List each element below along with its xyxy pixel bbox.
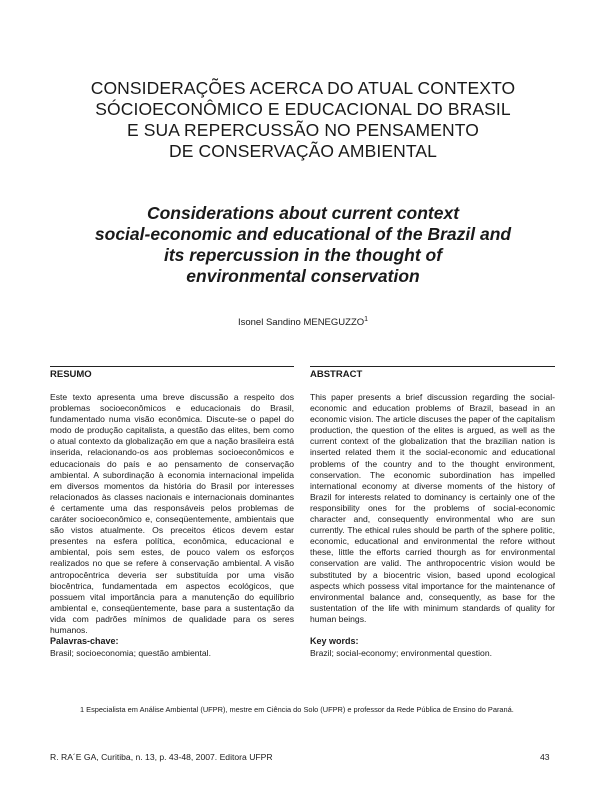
abstract-divider: [310, 366, 555, 367]
abstract-keywords-label: Key words:: [310, 636, 359, 646]
resumo-divider: [50, 366, 294, 367]
abstract-keywords: Brazil; social-economy; environmental question.: [310, 648, 492, 658]
author-name: Isonel Sandino MENEGUZZO: [237, 317, 365, 329]
title-pt-line: SÓCIOECONÔMICO E EDUCACIONAL DO BRASIL: [95, 99, 511, 119]
page-number: 43: [540, 752, 550, 762]
title-en-line: its repercussion in the thought of: [163, 245, 443, 265]
title-pt-line: DE CONSERVAÇÃO AMBIENTAL: [169, 141, 437, 161]
resumo-keywords-label: Palavras-chave:: [50, 636, 119, 646]
title-pt-line: CONSIDERAÇÕES ACERCA DO ATUAL CONTEXTO: [90, 78, 516, 98]
author-line: [0, 316, 606, 328]
title-en-line: social-economic and educational of the Brazil and: [94, 224, 512, 244]
footnote: 1 Especialista em Análise Ambiental (UFPR), mestre em Ciência do Solo (UFPR) e professor da Rede Pública de Ensino do Paraná.: [80, 705, 514, 714]
resumo-heading: RESUMO: [50, 369, 92, 380]
journal-citation: R. RA´E GA, Curitiba, n. 13, p. 43-48, 2007. Editora UFPR: [50, 752, 273, 762]
resumo-text: Este texto apresenta uma breve discussão a respeito dos problemas socioeconômicos e educacionais do Brasil, fundamentado numa visão econômica. Discute-se o papel do modo de produção capitalista, a questão das elites, bem como o atual contexto da globalização em que a nação brasileira está inserida, relacionando-os aos problemas socioeconômicos e educacionais do país e ao pensamento de conservação ambiental. A subordinação à economia internacional impelida em diversos momentos da história do Brasil por interesses relacionados às classes nacionais e internacionais dominantes é certamente uma das responsáveis pelos problemas de caráter socioeconômico e, conseqüentemente, ambientais que são vistos atualmente. Os preceitos éticos devem estar presentes na esfera política, econômica, educacional e ambiental, pois sem estes, de pouco valem os esforços realizados no que se refere à conservação ambiental. A visão antropocêntrica deveria ser substituída por uma visão biocêntrica, fundamentada em aspectos ecológicos, que possuem vital importância para a manutenção do equilíbrio ambiental e, conseqüentemente, base para a sustentação da vida com padrões mínimos de qualidade para os seres humanos.: [50, 392, 294, 635]
resumo-keywords: Brasil; socioeconomia; questão ambiental.: [50, 648, 211, 658]
title-en-line: environmental conservation: [186, 266, 420, 286]
title-english: [60, 203, 546, 287]
abstract-text: This paper presents a brief discussion regarding the social-economic and education problems of Brazil, basead in an economic vision. The article discuses the paper of the capitalism production, the question of the elites is argued, as well as the current context of the globalization that the brazilian nation is inserted related them it the social-economic and educational problems of the country and to the thought environment, conservation. The economic subordination has impelled international economy at diverse moments of the history of Brazil for interests related to dominancy is certainly one of the responsibility ones for the problems of social-economic character and, consequently environmental who are sun currently. The ethical rules should be parth of the sphere politic, economic, educational and environmental the refore without these, little the efforts carried thourgh as for environmental conservation are valid. The anthropocentric vision would be substituted by a biocentric vision, based upond ecological aspects which possess vital importance for the maintenance of environmental balance and, consequently, as base for the sustentation of the life with minimum standards of quality for human beings.: [310, 392, 555, 624]
title-portuguese: [60, 78, 546, 162]
author-footnote-mark: 1: [364, 316, 369, 323]
abstract-heading: ABSTRACT: [310, 369, 363, 380]
title-pt-line: E SUA REPERCUSSÃO NO PENSAMENTO: [127, 120, 479, 140]
title-en-line: Considerations about current context: [146, 203, 460, 223]
